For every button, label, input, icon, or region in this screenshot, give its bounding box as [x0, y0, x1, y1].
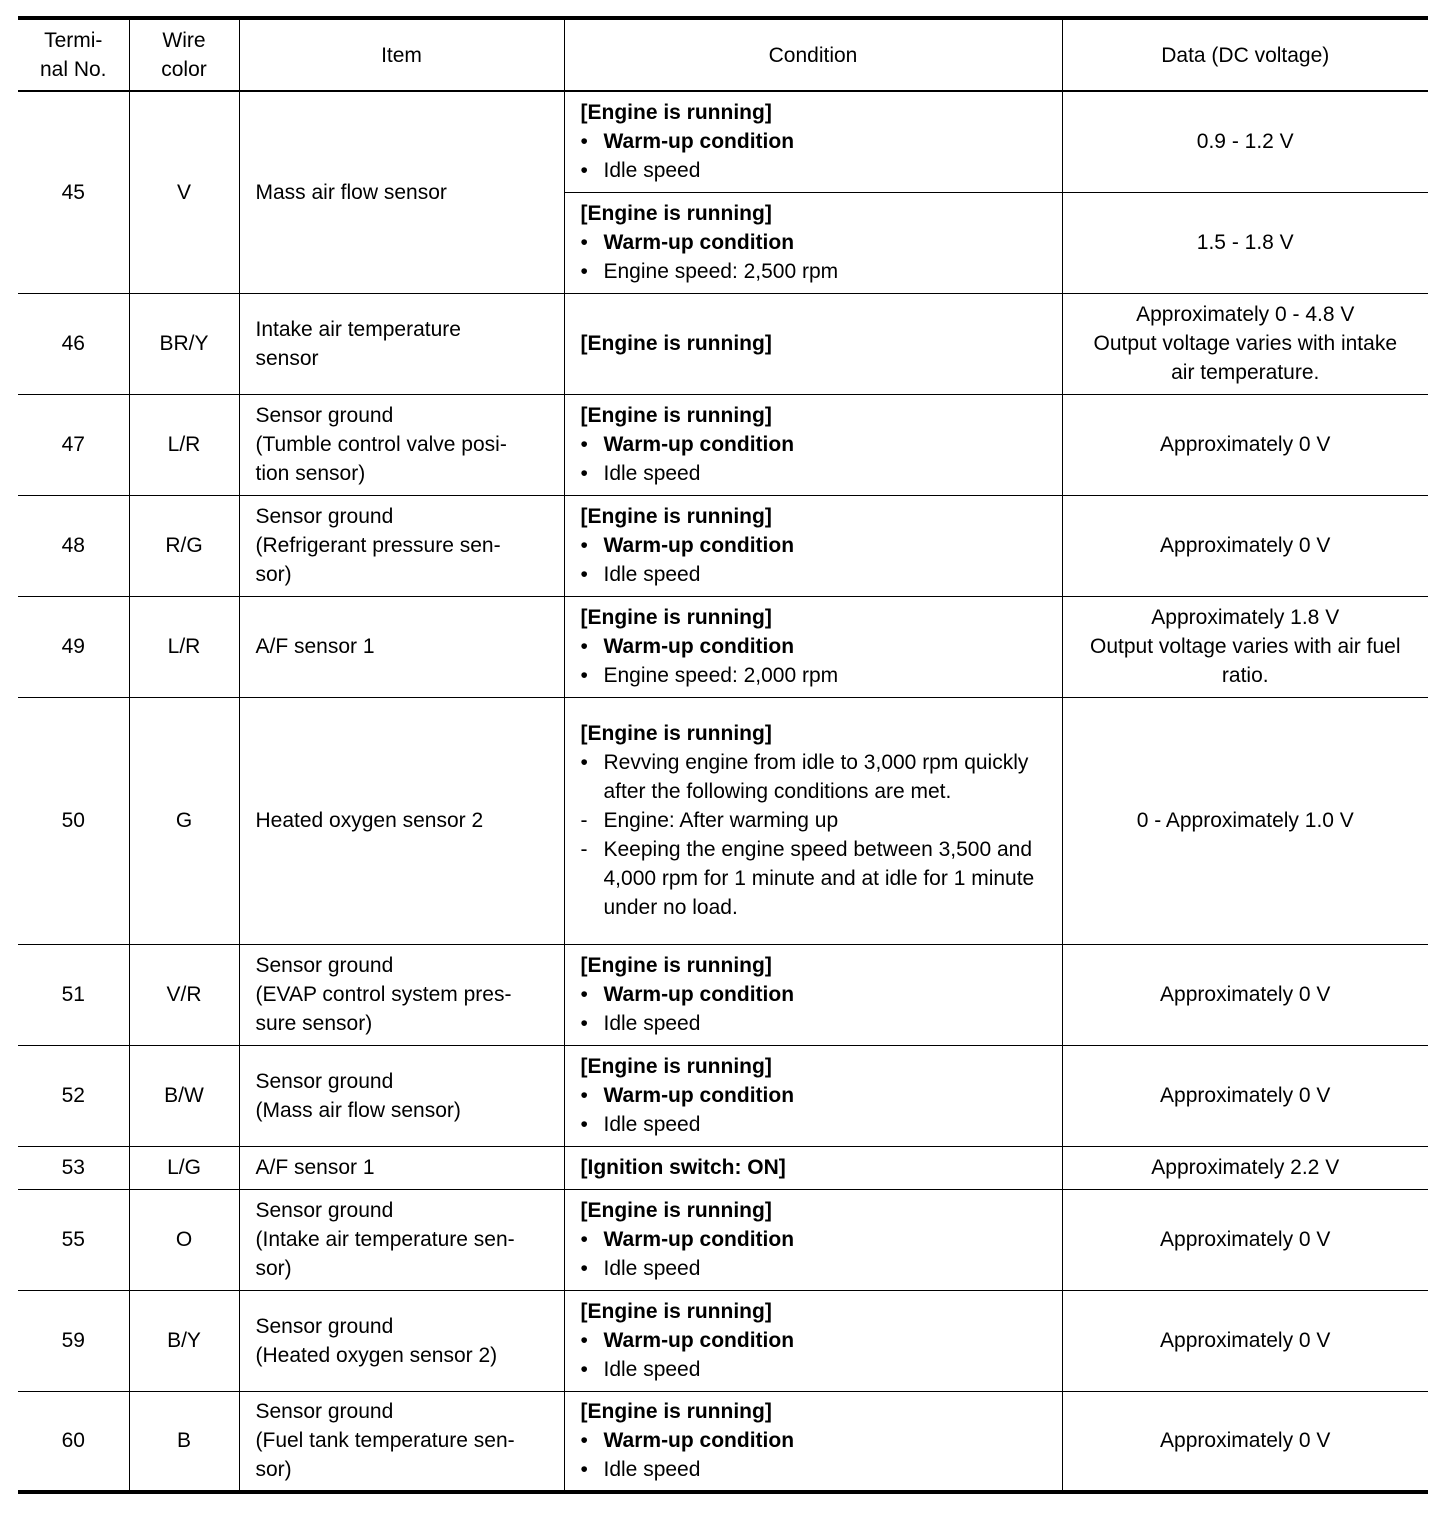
condition-bullet-text: Keeping the engine speed between 3,500 and 4,000 rpm for 1 minute and at idle for 1 minute under no load. — [603, 838, 1035, 919]
condition-bullet-text: Warm-up condition — [603, 231, 795, 254]
header-terminal-no: Termi- nal No. — [18, 18, 129, 91]
condition-bullet — [581, 806, 1054, 835]
condition-bullet-text: Idle speed — [603, 1358, 701, 1381]
bullet-marker: • — [580, 1429, 588, 1453]
table-row — [18, 394, 1428, 495]
condition-bullet — [581, 1326, 1054, 1355]
condition-bullet-text: Engine speed: 2,000 rpm — [603, 664, 839, 687]
condition-heading: [Engine is running] — [580, 1400, 772, 1424]
table-body — [18, 91, 1428, 1492]
condition-bullet — [581, 632, 1054, 661]
condition-cell — [564, 697, 1062, 944]
wire-color-cell: B/W — [129, 1045, 239, 1146]
bullet-marker: • — [580, 635, 588, 658]
wire-color-cell: O — [129, 1189, 239, 1290]
terminal-no-cell: 53 — [18, 1146, 129, 1189]
table-row — [18, 1189, 1428, 1290]
data-text-line: Approximately 2.2 V — [1151, 1156, 1340, 1179]
wire-color-cell: B — [129, 1391, 239, 1492]
dash-marker: - — [580, 809, 588, 832]
data-text-line: 0.9 - 1.2 V — [1196, 130, 1294, 154]
item-text-line: Heated oxygen sensor 2 — [255, 809, 484, 832]
condition-bullet-text: Warm-up condition — [603, 1429, 795, 1453]
data-text-line: Approximately 0 V — [1160, 1429, 1331, 1453]
bullet-marker: • — [580, 563, 588, 586]
item-cell — [239, 944, 564, 1045]
condition-bullet-text: Warm-up condition — [603, 1228, 795, 1251]
item-cell — [239, 91, 564, 293]
terminal-no-cell: 60 — [18, 1391, 129, 1492]
data-text-line: Approximately 0 V — [1160, 433, 1331, 456]
wire-color-cell: R/G — [129, 495, 239, 596]
condition-bullet-text: Idle speed — [603, 563, 701, 586]
condition-bullet-text: Warm-up condition — [603, 983, 795, 1006]
item-cell — [239, 1045, 564, 1146]
table-row — [18, 293, 1428, 394]
terminal-no-cell: 59 — [18, 1290, 129, 1391]
data-text-line: Approximately 0 V — [1160, 1228, 1331, 1251]
data-voltage-cell — [1062, 394, 1428, 495]
item-text-line: (Intake air temperature sen- — [255, 1228, 515, 1251]
condition-bullet-text: Warm-up condition — [603, 534, 795, 557]
condition-heading: [Engine is running] — [580, 404, 772, 427]
item-text-line: A/F sensor 1 — [255, 635, 375, 658]
table-row — [18, 495, 1428, 596]
condition-bullet — [581, 1426, 1054, 1455]
condition-cell — [564, 495, 1062, 596]
data-text-line: air temperature. — [1171, 361, 1320, 384]
data-voltage-cell — [1062, 192, 1428, 293]
item-cell — [239, 697, 564, 944]
item-cell — [239, 1189, 564, 1290]
data-voltage-cell — [1062, 596, 1428, 697]
data-text-line: Approximately 0 V — [1160, 1084, 1331, 1107]
condition-cell — [564, 1146, 1062, 1189]
item-text-line: (EVAP control system pres- — [255, 983, 512, 1006]
item-cell — [239, 293, 564, 394]
condition-bullet — [581, 1081, 1054, 1110]
bullet-marker: • — [580, 231, 588, 254]
condition-bullet-text: Warm-up condition — [603, 1084, 795, 1107]
item-text-line: sor) — [255, 1458, 292, 1482]
item-text-line: (Tumble control valve posi- — [255, 433, 507, 456]
condition-bullet — [581, 748, 1054, 806]
item-text-line: Sensor ground — [255, 404, 394, 427]
item-text-line: Sensor ground — [255, 1314, 394, 1338]
terminal-no-cell: 46 — [18, 293, 129, 394]
condition-bullet-text: Idle speed — [603, 1012, 701, 1035]
wire-color-cell: L/R — [129, 596, 239, 697]
wire-color-cell: G — [129, 697, 239, 944]
item-text-line: Sensor ground — [255, 954, 394, 977]
data-text-line: Output voltage varies with intake — [1093, 332, 1397, 355]
condition-bullet — [581, 1455, 1054, 1484]
data-voltage-cell — [1062, 1189, 1428, 1290]
ecm-terminal-table — [18, 16, 1428, 1494]
wire-color-cell: B/Y — [129, 1290, 239, 1391]
data-text-line: 1.5 - 1.8 V — [1196, 231, 1294, 254]
bullet-marker: • — [580, 983, 588, 1006]
item-text-line: (Heated oxygen sensor 2) — [255, 1343, 498, 1367]
terminal-no-cell: 52 — [18, 1045, 129, 1146]
condition-heading: [Engine is running] — [580, 332, 772, 355]
condition-heading: [Engine is running] — [580, 101, 772, 125]
table-row — [18, 1391, 1428, 1492]
condition-bullet — [581, 980, 1054, 1009]
item-text-line: Sensor ground — [255, 1199, 394, 1222]
condition-heading: [Engine is running] — [580, 1055, 772, 1078]
data-voltage-cell — [1062, 944, 1428, 1045]
condition-bullet-text: Idle speed — [603, 462, 701, 485]
bullet-marker: • — [580, 1012, 588, 1035]
item-cell — [239, 1290, 564, 1391]
condition-bullet — [581, 531, 1054, 560]
bullet-marker: • — [580, 1458, 588, 1482]
condition-bullet-text: Engine speed: 2,500 rpm — [603, 260, 839, 283]
bullet-marker: • — [580, 433, 588, 456]
terminal-no-cell: 45 — [18, 91, 129, 293]
condition-bullet — [581, 228, 1054, 257]
condition-bullet-text: Warm-up condition — [603, 130, 795, 154]
table-row — [18, 1290, 1428, 1391]
condition-bullet — [581, 1254, 1054, 1283]
bullet-marker: • — [580, 1358, 588, 1381]
data-text-line: 0 - Approximately 1.0 V — [1136, 809, 1354, 832]
condition-bullet — [581, 661, 1054, 690]
data-text-line: Approximately 0 V — [1160, 1329, 1331, 1352]
data-text-line: Output voltage varies with air fuel — [1090, 635, 1401, 658]
item-cell — [239, 596, 564, 697]
condition-cell — [564, 293, 1062, 394]
condition-cell — [564, 91, 1062, 192]
condition-bullet-text: Revving engine from idle to 3,000 rpm quickly after the following conditions are met. — [603, 751, 1029, 803]
item-text-line: Intake air temperature — [255, 317, 461, 341]
item-text-line: Sensor ground — [255, 505, 394, 528]
bullet-marker: • — [580, 1257, 588, 1280]
condition-heading: [Engine is running] — [580, 202, 772, 225]
bullet-marker: • — [580, 260, 588, 283]
condition-cell — [564, 1045, 1062, 1146]
condition-bullet-text: Warm-up condition — [603, 1329, 795, 1352]
data-voltage-cell — [1062, 1045, 1428, 1146]
bullet-marker: • — [580, 1113, 588, 1136]
condition-bullet-text: Idle speed — [603, 1458, 701, 1482]
item-text-line: (Fuel tank temperature sen- — [255, 1429, 515, 1453]
data-text-line: Approximately 1.8 V — [1151, 606, 1340, 629]
dash-marker: - — [580, 838, 588, 861]
condition-bullet — [581, 1009, 1054, 1038]
data-voltage-cell — [1062, 697, 1428, 944]
wire-color-cell: L/R — [129, 394, 239, 495]
data-voltage-cell — [1062, 1290, 1428, 1391]
condition-heading: [Engine is running] — [580, 1300, 772, 1323]
data-voltage-cell — [1062, 91, 1428, 192]
condition-cell — [564, 192, 1062, 293]
condition-bullet — [581, 560, 1054, 589]
table-row — [18, 91, 1428, 192]
data-text-line: Approximately 0 V — [1160, 983, 1331, 1006]
condition-cell — [564, 1290, 1062, 1391]
condition-bullet — [581, 835, 1054, 922]
wire-color-cell: V — [129, 91, 239, 293]
condition-heading: [Engine is running] — [580, 1199, 772, 1222]
bullet-marker: • — [580, 1084, 588, 1107]
wire-color-cell: L/G — [129, 1146, 239, 1189]
table-row — [18, 1146, 1428, 1189]
data-text-line: Approximately 0 - 4.8 V — [1136, 303, 1355, 326]
condition-bullet — [581, 459, 1054, 488]
terminal-no-cell: 49 — [18, 596, 129, 697]
table-row — [18, 944, 1428, 1045]
data-voltage-cell — [1062, 495, 1428, 596]
bullet-marker: • — [580, 534, 588, 557]
condition-cell — [564, 1189, 1062, 1290]
condition-bullet-text: Idle speed — [603, 1257, 701, 1280]
item-text-line: sor) — [255, 1257, 292, 1280]
data-text-line: Approximately 0 V — [1160, 534, 1331, 557]
table-row — [18, 596, 1428, 697]
condition-bullet — [581, 257, 1054, 286]
condition-bullet-text: Idle speed — [603, 1113, 701, 1136]
bullet-marker: • — [580, 462, 588, 485]
bullet-marker: • — [580, 130, 588, 154]
condition-bullet-text: Warm-up condition — [603, 635, 795, 658]
condition-bullet — [581, 156, 1054, 185]
condition-heading: [Engine is running] — [580, 722, 772, 745]
condition-heading: [Engine is running] — [580, 954, 772, 977]
item-text-line: (Mass air flow sensor) — [255, 1098, 461, 1122]
condition-bullet-text: Idle speed — [603, 159, 701, 183]
bullet-marker: • — [580, 751, 588, 774]
terminal-no-cell: 51 — [18, 944, 129, 1045]
condition-cell — [564, 596, 1062, 697]
data-voltage-cell — [1062, 293, 1428, 394]
item-cell — [239, 394, 564, 495]
data-voltage-cell — [1062, 1391, 1428, 1492]
item-cell — [239, 495, 564, 596]
bullet-marker: • — [580, 159, 588, 183]
item-cell — [239, 1146, 564, 1189]
condition-heading: [Engine is running] — [580, 505, 772, 528]
condition-cell — [564, 394, 1062, 495]
condition-cell — [564, 1391, 1062, 1492]
condition-bullet — [581, 1225, 1054, 1254]
item-text-line: Sensor ground — [255, 1069, 394, 1093]
header-item: Item — [239, 18, 564, 91]
condition-bullet-text: Engine: After warming up — [603, 809, 839, 832]
item-text-line: Mass air flow sensor — [255, 180, 447, 204]
header-data-dc-voltage: Data (DC voltage) — [1062, 18, 1428, 91]
bullet-marker: • — [580, 664, 588, 687]
condition-bullet — [581, 430, 1054, 459]
item-text-line: sor) — [255, 563, 292, 586]
bullet-marker: • — [580, 1228, 588, 1251]
terminal-no-cell: 48 — [18, 495, 129, 596]
item-text-line: sensor — [255, 346, 319, 370]
header-wire-color: Wire color — [129, 18, 239, 91]
item-text-line: tion sensor) — [255, 462, 366, 485]
header-condition: Condition — [564, 18, 1062, 91]
condition-heading: [Engine is running] — [580, 606, 772, 629]
table-header — [18, 18, 1428, 91]
table-row — [18, 1045, 1428, 1146]
item-text-line: Sensor ground — [255, 1400, 394, 1424]
condition-heading: [Ignition switch: ON] — [580, 1156, 786, 1179]
bullet-marker: • — [580, 1329, 588, 1352]
data-voltage-cell — [1062, 1146, 1428, 1189]
item-text-line: sure sensor) — [255, 1012, 373, 1035]
wire-color-cell: BR/Y — [129, 293, 239, 394]
condition-bullet — [581, 1355, 1054, 1384]
terminal-no-cell: 55 — [18, 1189, 129, 1290]
condition-bullet-text: Warm-up condition — [603, 433, 795, 456]
data-text-line: ratio. — [1221, 664, 1269, 687]
item-text-line: (Refrigerant pressure sen- — [255, 534, 501, 557]
header-row — [18, 18, 1428, 91]
item-text-line: A/F sensor 1 — [255, 1156, 375, 1179]
terminal-no-cell: 47 — [18, 394, 129, 495]
item-cell — [239, 1391, 564, 1492]
table-row — [18, 697, 1428, 944]
condition-bullet — [581, 127, 1054, 156]
wire-color-cell: V/R — [129, 944, 239, 1045]
terminal-no-cell: 50 — [18, 697, 129, 944]
condition-cell — [564, 944, 1062, 1045]
condition-bullet — [581, 1110, 1054, 1139]
